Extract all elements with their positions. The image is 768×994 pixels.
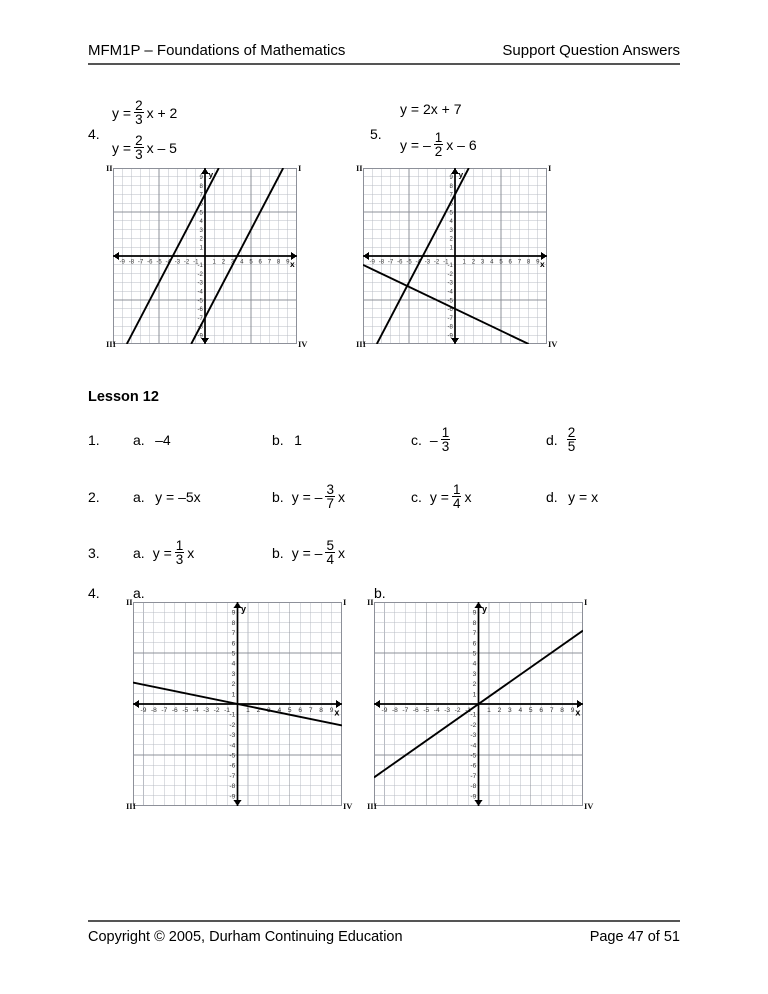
svg-text:-6: -6 bbox=[147, 259, 153, 266]
svg-text:-2: -2 bbox=[197, 271, 203, 278]
fraction: $\frac{1}{4}$ bbox=[452, 481, 461, 512]
svg-text:8: 8 bbox=[472, 619, 477, 627]
eq-rhs: x bbox=[337, 545, 345, 562]
svg-text:-3: -3 bbox=[229, 732, 236, 740]
footer-page-number: Page 47 of 51 bbox=[589, 929, 680, 945]
svg-text:-7: -7 bbox=[229, 772, 236, 780]
svg-text:y: y bbox=[208, 169, 214, 180]
svg-text:-9: -9 bbox=[381, 707, 388, 715]
quadrant-label-iii: III bbox=[356, 339, 366, 349]
eq-rhs: x bbox=[337, 489, 345, 506]
graph-question-4a-bottom bbox=[126, 597, 353, 811]
question-4-equation-1 bbox=[112, 99, 177, 128]
svg-text:4: 4 bbox=[231, 660, 236, 668]
svg-text:-6: -6 bbox=[229, 762, 236, 770]
eq-lhs: y = bbox=[112, 140, 132, 157]
svg-text:7: 7 bbox=[231, 630, 236, 638]
eq-lhs: y = – bbox=[400, 137, 431, 154]
quadrant-label-i: I bbox=[298, 163, 302, 173]
svg-text:-1: -1 bbox=[193, 259, 199, 266]
svg-text:-5: -5 bbox=[447, 298, 453, 305]
minus-sign: – bbox=[429, 432, 438, 449]
eq-lhs: y = bbox=[112, 105, 132, 122]
svg-text:9: 9 bbox=[329, 707, 334, 715]
svg-text:-3: -3 bbox=[470, 732, 477, 740]
lesson-q4-number: 4. bbox=[88, 585, 100, 601]
svg-text:2: 2 bbox=[221, 259, 226, 266]
svg-text:3: 3 bbox=[508, 707, 512, 715]
lesson-q3-option-a: a. y = $\frac{1}{3}$ x bbox=[133, 537, 195, 568]
svg-text:-4: -4 bbox=[415, 259, 421, 266]
lesson-q2-number: 2. bbox=[88, 489, 100, 505]
svg-text:-2: -2 bbox=[433, 259, 440, 266]
svg-text:-1: -1 bbox=[447, 263, 453, 270]
eq-rhs: x + 2 bbox=[146, 105, 178, 122]
fraction: $\frac{5}{4}$ bbox=[326, 537, 334, 568]
svg-text:1: 1 bbox=[449, 245, 453, 252]
svg-text:8: 8 bbox=[319, 707, 323, 715]
lesson-q1-option-a: a. –4 bbox=[133, 432, 171, 448]
svg-text:3: 3 bbox=[230, 259, 235, 266]
footer-copyright: Copyright © 2005, Durham Continuing Education bbox=[88, 929, 403, 945]
quadrant-label-iii: III bbox=[106, 339, 116, 349]
page-header bbox=[88, 42, 680, 65]
svg-text:7: 7 bbox=[308, 707, 313, 715]
svg-text:-2: -2 bbox=[454, 707, 461, 715]
svg-text:-3: -3 bbox=[444, 707, 451, 715]
svg-text:-7: -7 bbox=[137, 259, 144, 266]
svg-text:2: 2 bbox=[449, 236, 453, 243]
svg-text:-8: -8 bbox=[197, 324, 203, 331]
svg-text:1: 1 bbox=[487, 707, 491, 715]
quadrant-label-ii: II bbox=[367, 597, 374, 607]
svg-text:-5: -5 bbox=[406, 259, 412, 266]
svg-text:-7: -7 bbox=[161, 707, 168, 715]
graph-question-5-top bbox=[356, 163, 558, 349]
svg-text:6: 6 bbox=[298, 707, 303, 715]
svg-text:-1: -1 bbox=[229, 711, 236, 719]
svg-text:4: 4 bbox=[449, 219, 453, 226]
svg-text:6: 6 bbox=[472, 640, 477, 648]
svg-text:-5: -5 bbox=[470, 752, 477, 760]
svg-text:-9: -9 bbox=[447, 333, 453, 340]
svg-text:5: 5 bbox=[499, 259, 503, 266]
svg-text:-1: -1 bbox=[197, 263, 203, 270]
svg-text:1: 1 bbox=[462, 259, 466, 266]
svg-text:x: x bbox=[540, 259, 545, 269]
svg-text:2: 2 bbox=[256, 707, 261, 715]
quadrant-label-i: I bbox=[584, 597, 588, 607]
svg-text:-4: -4 bbox=[197, 289, 203, 296]
svg-text:2: 2 bbox=[199, 236, 203, 243]
svg-text:-6: -6 bbox=[397, 259, 403, 266]
quadrant-label-iii: III bbox=[126, 801, 136, 811]
svg-text:9: 9 bbox=[449, 175, 453, 182]
lesson-q3-number: 3. bbox=[88, 545, 100, 561]
svg-text:-4: -4 bbox=[470, 742, 477, 750]
svg-text:5: 5 bbox=[528, 707, 533, 715]
svg-text:-9: -9 bbox=[197, 333, 203, 340]
question-4-equation-2 bbox=[112, 134, 177, 163]
svg-text:-3: -3 bbox=[174, 259, 181, 266]
svg-text:4: 4 bbox=[472, 660, 477, 668]
lesson-title: Lesson 12 bbox=[88, 389, 159, 405]
svg-text:3: 3 bbox=[231, 670, 236, 678]
svg-text:y: y bbox=[482, 604, 488, 615]
svg-text:5: 5 bbox=[472, 650, 477, 658]
svg-text:7: 7 bbox=[517, 259, 522, 266]
quadrant-label-iv: IV bbox=[298, 339, 308, 349]
question-5-equation-1: y = 2x + 7 bbox=[400, 101, 462, 117]
lesson-q2-option-d: d. y = x bbox=[546, 489, 599, 505]
svg-text:3: 3 bbox=[472, 670, 477, 678]
svg-text:6: 6 bbox=[539, 707, 544, 715]
svg-text:-5: -5 bbox=[156, 259, 162, 266]
svg-text:2: 2 bbox=[471, 259, 476, 266]
svg-text:6: 6 bbox=[258, 259, 262, 266]
svg-text:-2: -2 bbox=[229, 721, 236, 729]
svg-text:-3: -3 bbox=[197, 280, 203, 287]
svg-text:5: 5 bbox=[287, 707, 292, 715]
svg-text:-2: -2 bbox=[213, 707, 220, 715]
lesson-q2-option-b: b. y = – $\frac{3}{7}$ x bbox=[272, 481, 345, 512]
svg-text:8: 8 bbox=[560, 707, 564, 715]
svg-text:2: 2 bbox=[497, 707, 502, 715]
svg-text:-9: -9 bbox=[470, 793, 477, 801]
quadrant-label-i: I bbox=[548, 163, 552, 173]
svg-text:y: y bbox=[241, 604, 247, 615]
svg-text:3: 3 bbox=[449, 227, 453, 234]
quadrant-label-iv: IV bbox=[584, 801, 594, 811]
svg-text:-1: -1 bbox=[443, 259, 449, 266]
svg-text:-8: -8 bbox=[128, 259, 135, 266]
eq-lhs: y = – bbox=[291, 545, 323, 562]
question-4-number: 4. bbox=[88, 126, 100, 142]
svg-text:-6: -6 bbox=[412, 707, 419, 715]
svg-text:-8: -8 bbox=[470, 783, 477, 791]
lesson-q3-option-b: b. y = – $\frac{5}{4}$ x bbox=[272, 537, 345, 568]
svg-text:-7: -7 bbox=[387, 259, 394, 266]
lesson-q2-option-a: a. y = –5x bbox=[133, 489, 201, 505]
fraction: $\frac{1}{3}$ bbox=[175, 537, 184, 568]
svg-text:8: 8 bbox=[231, 619, 236, 627]
fraction: $\frac{1}{3}$ bbox=[441, 424, 450, 455]
svg-text:3: 3 bbox=[267, 707, 271, 715]
quadrant-label-ii: II bbox=[356, 163, 363, 173]
svg-text:-7: -7 bbox=[402, 707, 409, 715]
eq-rhs: x – 5 bbox=[146, 140, 177, 157]
svg-text:-9: -9 bbox=[369, 259, 375, 266]
svg-text:5: 5 bbox=[199, 210, 203, 217]
fraction: $\frac{2}{3}$ bbox=[135, 97, 143, 128]
svg-text:9: 9 bbox=[231, 609, 236, 617]
question-5-equation-2 bbox=[400, 131, 477, 160]
lesson-q1-option-c: c. – $\frac{1}{3}$ bbox=[411, 424, 450, 455]
svg-text:8: 8 bbox=[526, 259, 531, 266]
svg-text:9: 9 bbox=[536, 259, 540, 266]
svg-text:-2: -2 bbox=[447, 271, 453, 278]
lesson-q2-option-c: c. y = $\frac{1}{4}$ x bbox=[411, 481, 472, 512]
eq-rhs: x – 6 bbox=[446, 137, 477, 154]
svg-text:x: x bbox=[290, 259, 295, 269]
quadrant-label-ii: II bbox=[126, 597, 133, 607]
quadrant-label-i: I bbox=[343, 597, 347, 607]
svg-text:8: 8 bbox=[449, 183, 453, 190]
svg-text:7: 7 bbox=[449, 192, 453, 199]
svg-text:4: 4 bbox=[240, 259, 244, 266]
header-left-title: MFM1P – Foundations of Mathematics bbox=[88, 42, 346, 59]
svg-text:y: y bbox=[458, 169, 464, 180]
svg-text:-6: -6 bbox=[197, 307, 203, 314]
graph-question-4-top bbox=[106, 163, 308, 349]
eq-rhs: x bbox=[464, 489, 472, 506]
svg-text:1: 1 bbox=[472, 691, 477, 699]
svg-text:3: 3 bbox=[480, 259, 485, 266]
lesson-q1-number: 1. bbox=[88, 432, 100, 448]
quadrant-label-ii: II bbox=[106, 163, 113, 173]
lesson-q4-label-a: a. bbox=[133, 585, 145, 601]
svg-text:-2: -2 bbox=[183, 259, 190, 266]
svg-text:-8: -8 bbox=[229, 783, 236, 791]
svg-text:8: 8 bbox=[276, 259, 281, 266]
svg-text:-8: -8 bbox=[391, 707, 398, 715]
lesson-q1-option-b: b. 1 bbox=[272, 432, 302, 448]
eq-lhs: y = bbox=[429, 489, 449, 506]
svg-text:6: 6 bbox=[231, 640, 236, 648]
eq-rhs: x bbox=[187, 545, 195, 562]
question-5-number: 5. bbox=[370, 126, 382, 142]
svg-text:x: x bbox=[334, 707, 340, 718]
quadrant-label-iii: III bbox=[367, 801, 377, 811]
svg-text:-8: -8 bbox=[447, 324, 453, 331]
svg-text:6: 6 bbox=[449, 201, 453, 208]
svg-text:5: 5 bbox=[231, 650, 236, 658]
header-right-title: Support Question Answers bbox=[502, 42, 680, 59]
svg-text:-9: -9 bbox=[140, 707, 147, 715]
svg-text:-4: -4 bbox=[165, 259, 171, 266]
svg-text:-4: -4 bbox=[229, 742, 236, 750]
svg-text:2: 2 bbox=[472, 681, 477, 689]
svg-text:9: 9 bbox=[570, 707, 575, 715]
svg-text:7: 7 bbox=[199, 192, 203, 199]
svg-text:-5: -5 bbox=[197, 298, 203, 305]
quadrant-label-iv: IV bbox=[343, 801, 353, 811]
svg-text:x: x bbox=[575, 707, 581, 718]
svg-text:4: 4 bbox=[518, 707, 523, 715]
svg-text:-5: -5 bbox=[423, 707, 430, 715]
svg-text:1: 1 bbox=[199, 245, 203, 252]
fraction: $\frac{2}{5}$ bbox=[567, 424, 576, 455]
svg-text:-4: -4 bbox=[192, 707, 199, 715]
svg-text:4: 4 bbox=[199, 219, 203, 226]
fraction: $\frac{1}{2}$ bbox=[434, 129, 443, 160]
svg-text:6: 6 bbox=[199, 201, 203, 208]
svg-text:1: 1 bbox=[246, 707, 250, 715]
svg-text:4: 4 bbox=[277, 707, 282, 715]
svg-text:1: 1 bbox=[231, 691, 236, 699]
svg-text:-1: -1 bbox=[224, 707, 230, 715]
quadrant-label-iv: IV bbox=[548, 339, 558, 349]
svg-text:-5: -5 bbox=[182, 707, 189, 715]
graph-question-4b-bottom bbox=[367, 597, 594, 811]
svg-text:9: 9 bbox=[286, 259, 290, 266]
svg-text:-9: -9 bbox=[229, 793, 236, 801]
svg-text:9: 9 bbox=[472, 609, 477, 617]
svg-text:-6: -6 bbox=[470, 762, 477, 770]
svg-text:-1: -1 bbox=[470, 711, 477, 719]
svg-text:3: 3 bbox=[199, 227, 203, 234]
svg-text:-3: -3 bbox=[447, 280, 453, 287]
svg-text:7: 7 bbox=[472, 630, 477, 638]
page-footer bbox=[88, 920, 680, 945]
svg-text:-3: -3 bbox=[424, 259, 431, 266]
fraction: $\frac{3}{7}$ bbox=[326, 481, 334, 512]
svg-text:-9: -9 bbox=[119, 259, 125, 266]
svg-text:1: 1 bbox=[212, 259, 216, 266]
svg-text:-2: -2 bbox=[470, 721, 477, 729]
svg-text:-1: -1 bbox=[465, 707, 471, 715]
svg-text:4: 4 bbox=[490, 259, 494, 266]
svg-text:-6: -6 bbox=[447, 307, 453, 314]
eq-lhs: y = bbox=[152, 545, 172, 562]
svg-text:-7: -7 bbox=[470, 772, 477, 780]
svg-text:9: 9 bbox=[199, 175, 203, 182]
svg-text:7: 7 bbox=[549, 707, 554, 715]
svg-text:-4: -4 bbox=[447, 289, 453, 296]
svg-text:7: 7 bbox=[267, 259, 272, 266]
svg-text:5: 5 bbox=[249, 259, 253, 266]
lesson-q1-option-d: d. $\frac{2}{5}$ bbox=[546, 424, 576, 455]
fraction: $\frac{2}{3}$ bbox=[135, 132, 143, 163]
svg-text:8: 8 bbox=[199, 183, 203, 190]
svg-text:-8: -8 bbox=[378, 259, 385, 266]
svg-text:-6: -6 bbox=[171, 707, 178, 715]
svg-text:-4: -4 bbox=[433, 707, 440, 715]
lesson-q4-label-b: b. bbox=[374, 585, 386, 601]
svg-text:-8: -8 bbox=[150, 707, 157, 715]
svg-text:5: 5 bbox=[449, 210, 453, 217]
eq-lhs: y = – bbox=[291, 489, 323, 506]
svg-text:-7: -7 bbox=[197, 315, 203, 322]
svg-text:6: 6 bbox=[508, 259, 512, 266]
svg-text:-5: -5 bbox=[229, 752, 236, 760]
svg-text:2: 2 bbox=[231, 681, 236, 689]
svg-text:-3: -3 bbox=[203, 707, 210, 715]
svg-text:-7: -7 bbox=[447, 315, 453, 322]
